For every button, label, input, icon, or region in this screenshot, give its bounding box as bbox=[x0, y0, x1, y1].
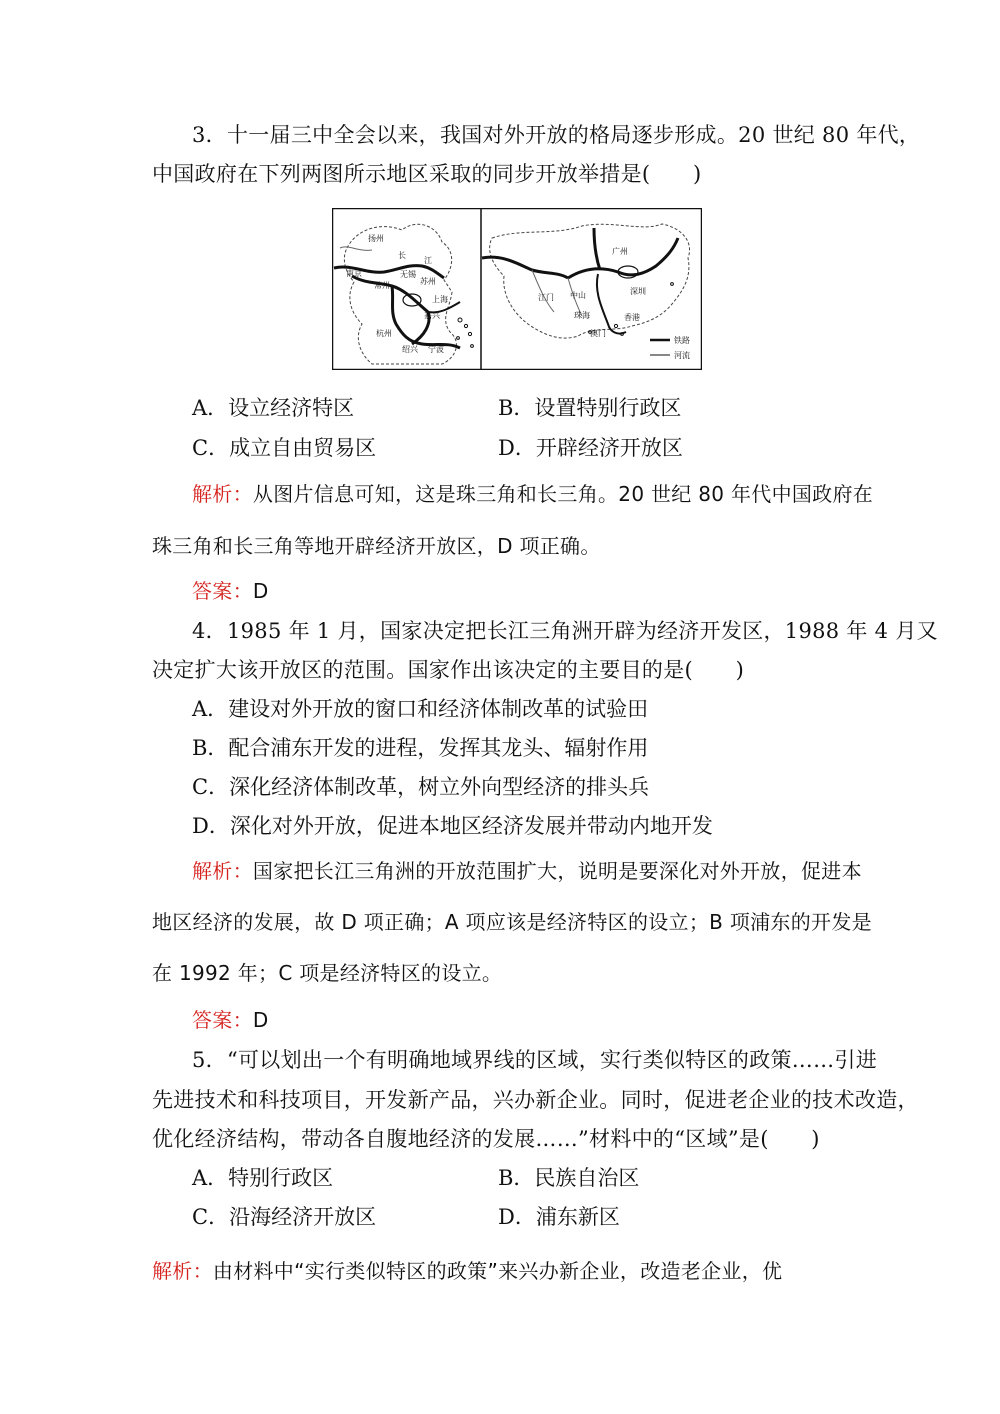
pearl-delta-map bbox=[482, 224, 690, 360]
q4-stem-line1: 4．1985 年 1 月，国家决定把长江三角洲开辟为经济开发区，1988 年 4 月又 bbox=[192, 619, 938, 643]
q5-option-c: C．沿海经济开放区 bbox=[192, 1205, 377, 1229]
label-guangzhou: 广州 bbox=[612, 247, 628, 256]
q3-analysis-line1 bbox=[192, 480, 873, 508]
q5-option-d: D．浦东新区 bbox=[498, 1205, 620, 1229]
q3-analysis-label: 解析： bbox=[192, 482, 253, 506]
q3-option-c: C．成立自由贸易区 bbox=[192, 436, 377, 460]
q3-answer-value: D bbox=[252, 579, 269, 603]
label-hongkong: 香港 bbox=[624, 313, 640, 322]
label-macau: 澳门 bbox=[590, 329, 606, 338]
q4-analysis-line2: 地区经济的发展，故 D 项正确；A 项应该是经济特区的设立；B 项浦东的开发是 bbox=[152, 910, 872, 934]
q5-option-a: A．特别行政区 bbox=[192, 1166, 334, 1190]
q3-option-a: A．设立经济特区 bbox=[192, 396, 355, 420]
q4-option-d: D．深化对外开放，促进本地区经济发展并带动内地开发 bbox=[192, 814, 713, 838]
q3-answer bbox=[192, 577, 269, 605]
label-shenzhen: 深圳 bbox=[630, 287, 646, 296]
q4-answer-value: D bbox=[252, 1008, 269, 1032]
q4-option-c: C．深化经济体制改革，树立外向型经济的排头兵 bbox=[192, 775, 650, 799]
yangtze-delta-map bbox=[334, 224, 473, 364]
label-shaoxing: 绍兴 bbox=[402, 345, 418, 354]
label-suzhou: 苏州 bbox=[420, 277, 436, 286]
label-nanjing: 南京 bbox=[346, 269, 362, 278]
q4-analysis-text1: 国家把长江三角洲的开放范围扩大，说明是要深化对外开放，促进本 bbox=[252, 859, 862, 883]
q4-answer bbox=[192, 1006, 269, 1034]
label-shanghai: 上海 bbox=[432, 295, 448, 304]
label-jiang: 江 bbox=[424, 256, 432, 265]
q3-option-d: D．开辟经济开放区 bbox=[498, 436, 683, 460]
q3-analysis-text1: 从图片信息可知，这是珠三角和长三角。20 世纪 80 年代中国政府在 bbox=[252, 482, 874, 506]
maps-svg bbox=[332, 208, 702, 370]
q5-stem-line3: 优化经济结构，带动各自腹地经济的发展……”材料中的“区域”是( ) bbox=[152, 1127, 820, 1151]
q3-stem-line2: 中国政府在下列两图所示地区采取的同步开放举措是( ) bbox=[152, 162, 702, 186]
q5-option-b: B．民族自治区 bbox=[498, 1166, 640, 1190]
legend-river: 河流 bbox=[674, 351, 690, 360]
label-ningbo: 宁波 bbox=[428, 345, 444, 354]
q3-stem-line1: 3．十一届三中全会以来，我国对外开放的格局逐步形成。20 世纪 80 年代， bbox=[192, 123, 921, 147]
label-jiangmen: 江门 bbox=[538, 293, 554, 302]
label-jiaxing: 嘉兴 bbox=[424, 311, 440, 320]
q4-answer-label: 答案： bbox=[192, 1008, 253, 1032]
q3-maps-figure bbox=[332, 208, 702, 370]
label-wuxi: 无锡 bbox=[400, 270, 416, 279]
q4-analysis-line1 bbox=[192, 857, 862, 885]
q4-option-a: A．建设对外开放的窗口和经济体制改革的试验田 bbox=[192, 697, 649, 721]
q4-stem-line2: 决定扩大该开放区的范围。国家作出该决定的主要目的是( ) bbox=[152, 658, 745, 682]
q5-analysis-label: 解析： bbox=[152, 1259, 213, 1283]
q5-stem-line1: 5．“可以划出一个有明确地域界线的区域，实行类似特区的政策……引进 bbox=[192, 1048, 877, 1072]
label-yangzhou: 扬州 bbox=[368, 234, 384, 243]
legend-railway: 铁路 bbox=[674, 336, 690, 345]
q4-analysis-line3: 在 1992 年；C 项是经济特区的设立。 bbox=[152, 961, 503, 985]
q5-stem-line2: 先进技术和科技项目，开发新产品，兴办新企业。同时，促进老企业的技术改造， bbox=[152, 1088, 919, 1112]
q3-option-b: B．设置特别行政区 bbox=[498, 396, 682, 420]
q3-analysis-line2: 珠三角和长三角等地开辟经济开放区，D 项正确。 bbox=[152, 534, 601, 558]
q5-analysis-line1 bbox=[152, 1257, 782, 1285]
label-chang: 长 bbox=[398, 251, 406, 260]
q4-option-b: B．配合浦东开发的进程，发挥其龙头、辐射作用 bbox=[192, 736, 649, 760]
label-zhongshan: 中山 bbox=[570, 291, 586, 300]
q3-answer-label: 答案： bbox=[192, 579, 253, 603]
q4-analysis-label: 解析： bbox=[192, 859, 253, 883]
q5-analysis-text1: 由材料中“实行类似特区的政策”来兴办新企业，改造老企业，优 bbox=[212, 1259, 783, 1283]
label-changzhou: 常州 bbox=[374, 281, 390, 290]
label-hangzhou: 杭州 bbox=[376, 329, 392, 338]
label-zhuhai: 珠海 bbox=[574, 311, 590, 320]
